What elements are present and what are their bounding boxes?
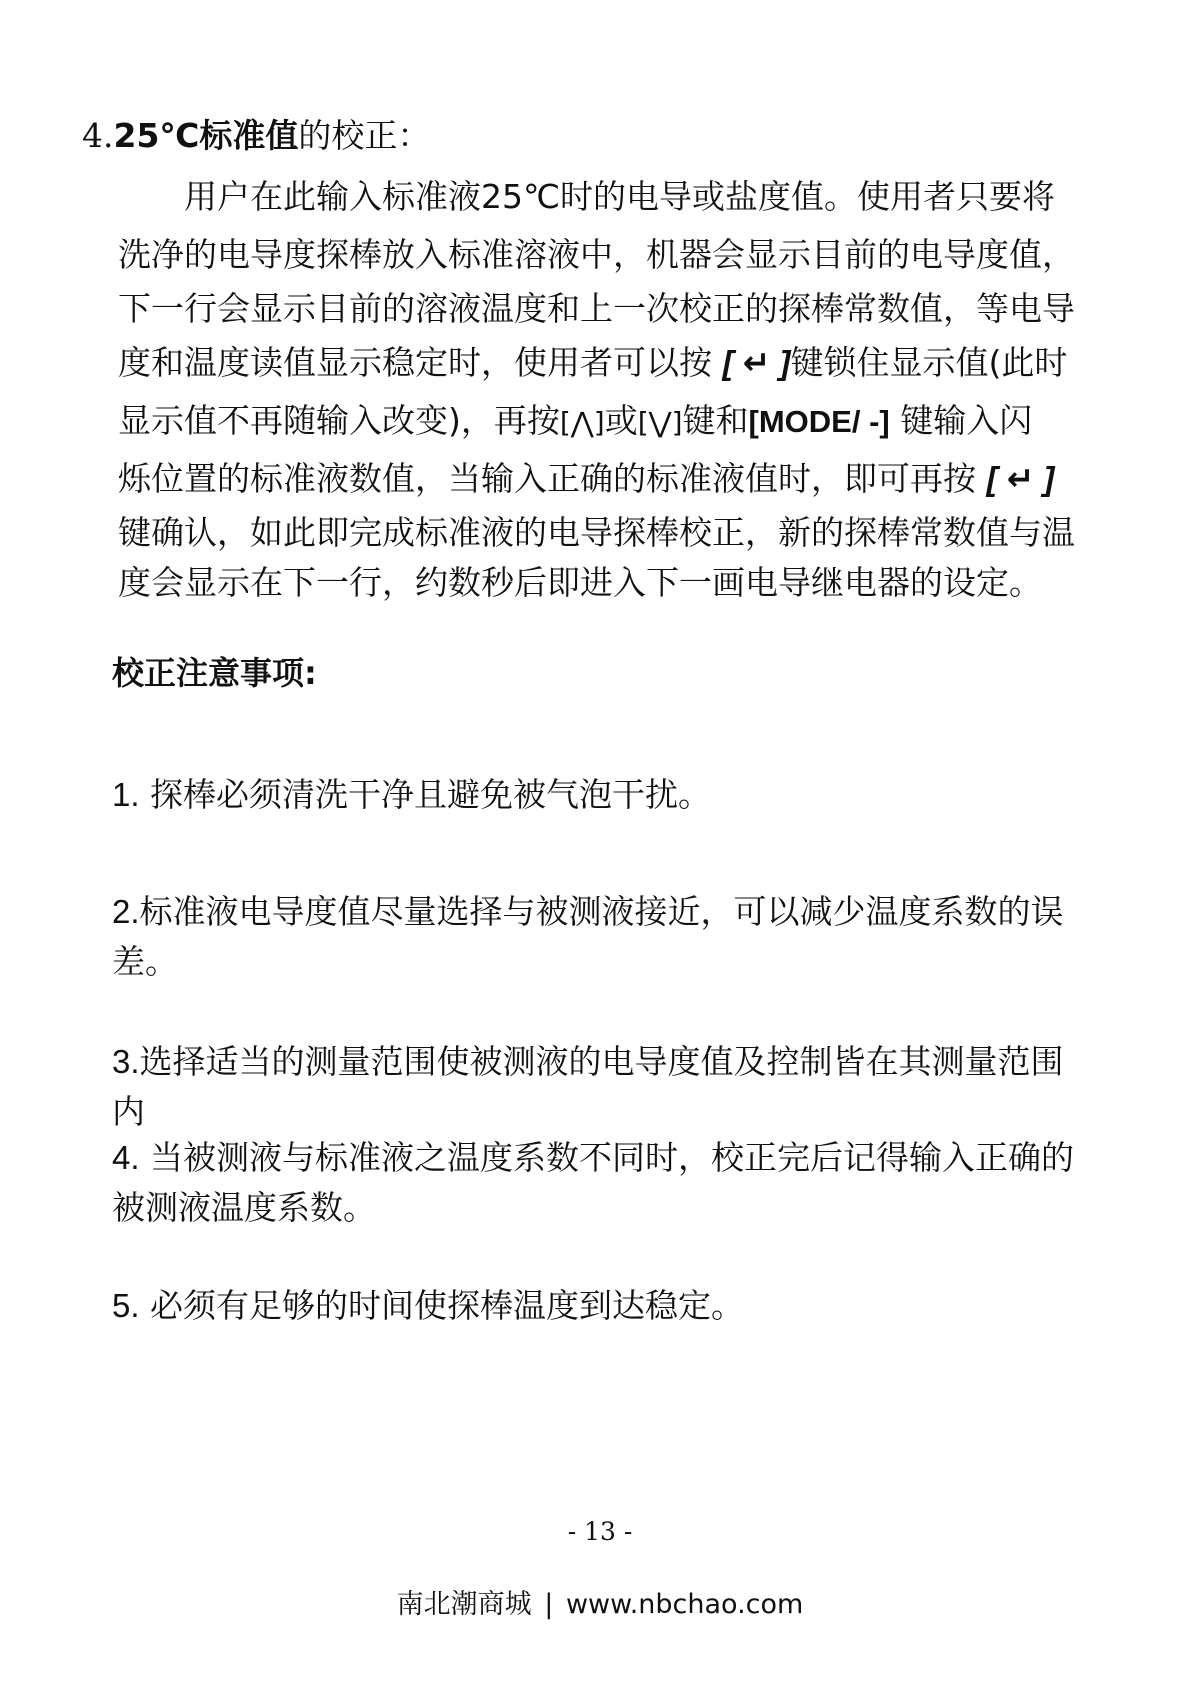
section-heading [82, 112, 430, 160]
note-number: 1. [112, 776, 140, 813]
note-text: 差。 [112, 942, 178, 981]
section-heading-rest: 的校正： [298, 116, 431, 155]
paragraph-line: 洗净的电导度探棒放入标准溶液中，机器会显示目前的电导度值， [118, 235, 1075, 274]
footer-site-name: 南北潮商城 [396, 1589, 532, 1620]
paragraph-text: 键锁住显示值(此时 [790, 343, 1068, 382]
note-item [112, 887, 1122, 987]
note-text: 选择适当的测量范围使被测液的电导度值及控制皆在其测量范围 [139, 1042, 1064, 1081]
note-text: 被测液温度系数。 [112, 1188, 376, 1227]
paragraph-line: 键确认，如此即完成标准液的电导探棒校正，新的探棒常数值与温 [118, 513, 1075, 552]
note-item [112, 1037, 1122, 1137]
calibration-paragraph [118, 168, 1128, 608]
paragraph-line: 下一行会显示目前的溶液温度和上一次校正的探棒常数值，等电导 [118, 289, 1075, 328]
paragraph-text: 显示值不再随输入改变)，再按 [118, 401, 560, 440]
note-number: 3. [112, 1043, 140, 1080]
paragraph-text: 键输入闪 [900, 401, 1033, 440]
mode-key-label: [MODE/ -] [748, 404, 890, 439]
notes-title: 校正注意事项: [112, 654, 317, 692]
down-key-label: [⋁] [637, 406, 683, 439]
note-number: 4. [112, 1139, 140, 1176]
footer [0, 1585, 1200, 1625]
note-text: 标准液电导度值尽量选择与被测液接近，可以减少温度系数的误 [139, 892, 1064, 931]
note-item [112, 1281, 1122, 1331]
footer-separator: | [544, 1589, 554, 1620]
note-text: 当被测液与标准液之温度系数不同时，校正完后记得输入正确的 [150, 1138, 1075, 1177]
paragraph-text: 或 [604, 401, 638, 440]
page-number: - 13 - [567, 1517, 633, 1546]
paragraph-text: 键和 [682, 401, 749, 440]
paragraph-line: 度会显示在下一行，约数秒后即进入下一画电导继电器的设定。 [118, 563, 1042, 602]
up-key-label: [⋀] [559, 406, 605, 439]
enter-key-label: [ ↵ ] [986, 460, 1055, 497]
paragraph-line [118, 450, 1128, 508]
paragraph-line [118, 392, 1128, 450]
footer-url[interactable]: www.nbchao.com [565, 1589, 804, 1620]
section-heading-bold: 25℃标准值 [113, 116, 299, 155]
enter-key-label: [ ↵ ] [722, 344, 791, 381]
note-item [112, 1133, 1122, 1233]
paragraph-text: 度和温度读值显示稳定时，使用者可以按 [118, 343, 712, 382]
section-number: 4. [82, 116, 114, 155]
note-number: 5. [112, 1287, 140, 1324]
paragraph-line: 用户在此输入标准液25℃时的电导或盐度值。使用者只要将 [184, 177, 1056, 216]
note-text: 探棒必须清洗干净且避免被气泡干扰。 [150, 775, 712, 814]
note-text: 必须有足够的时间使探棒温度到达稳定。 [150, 1286, 745, 1325]
note-number: 2. [112, 893, 140, 930]
note-item [112, 770, 1122, 820]
paragraph-line [118, 334, 1128, 392]
paragraph-text: 烁位置的标准液数值，当输入正确的标准液值时，即可再按 [118, 459, 976, 498]
note-text: 内 [112, 1092, 145, 1131]
